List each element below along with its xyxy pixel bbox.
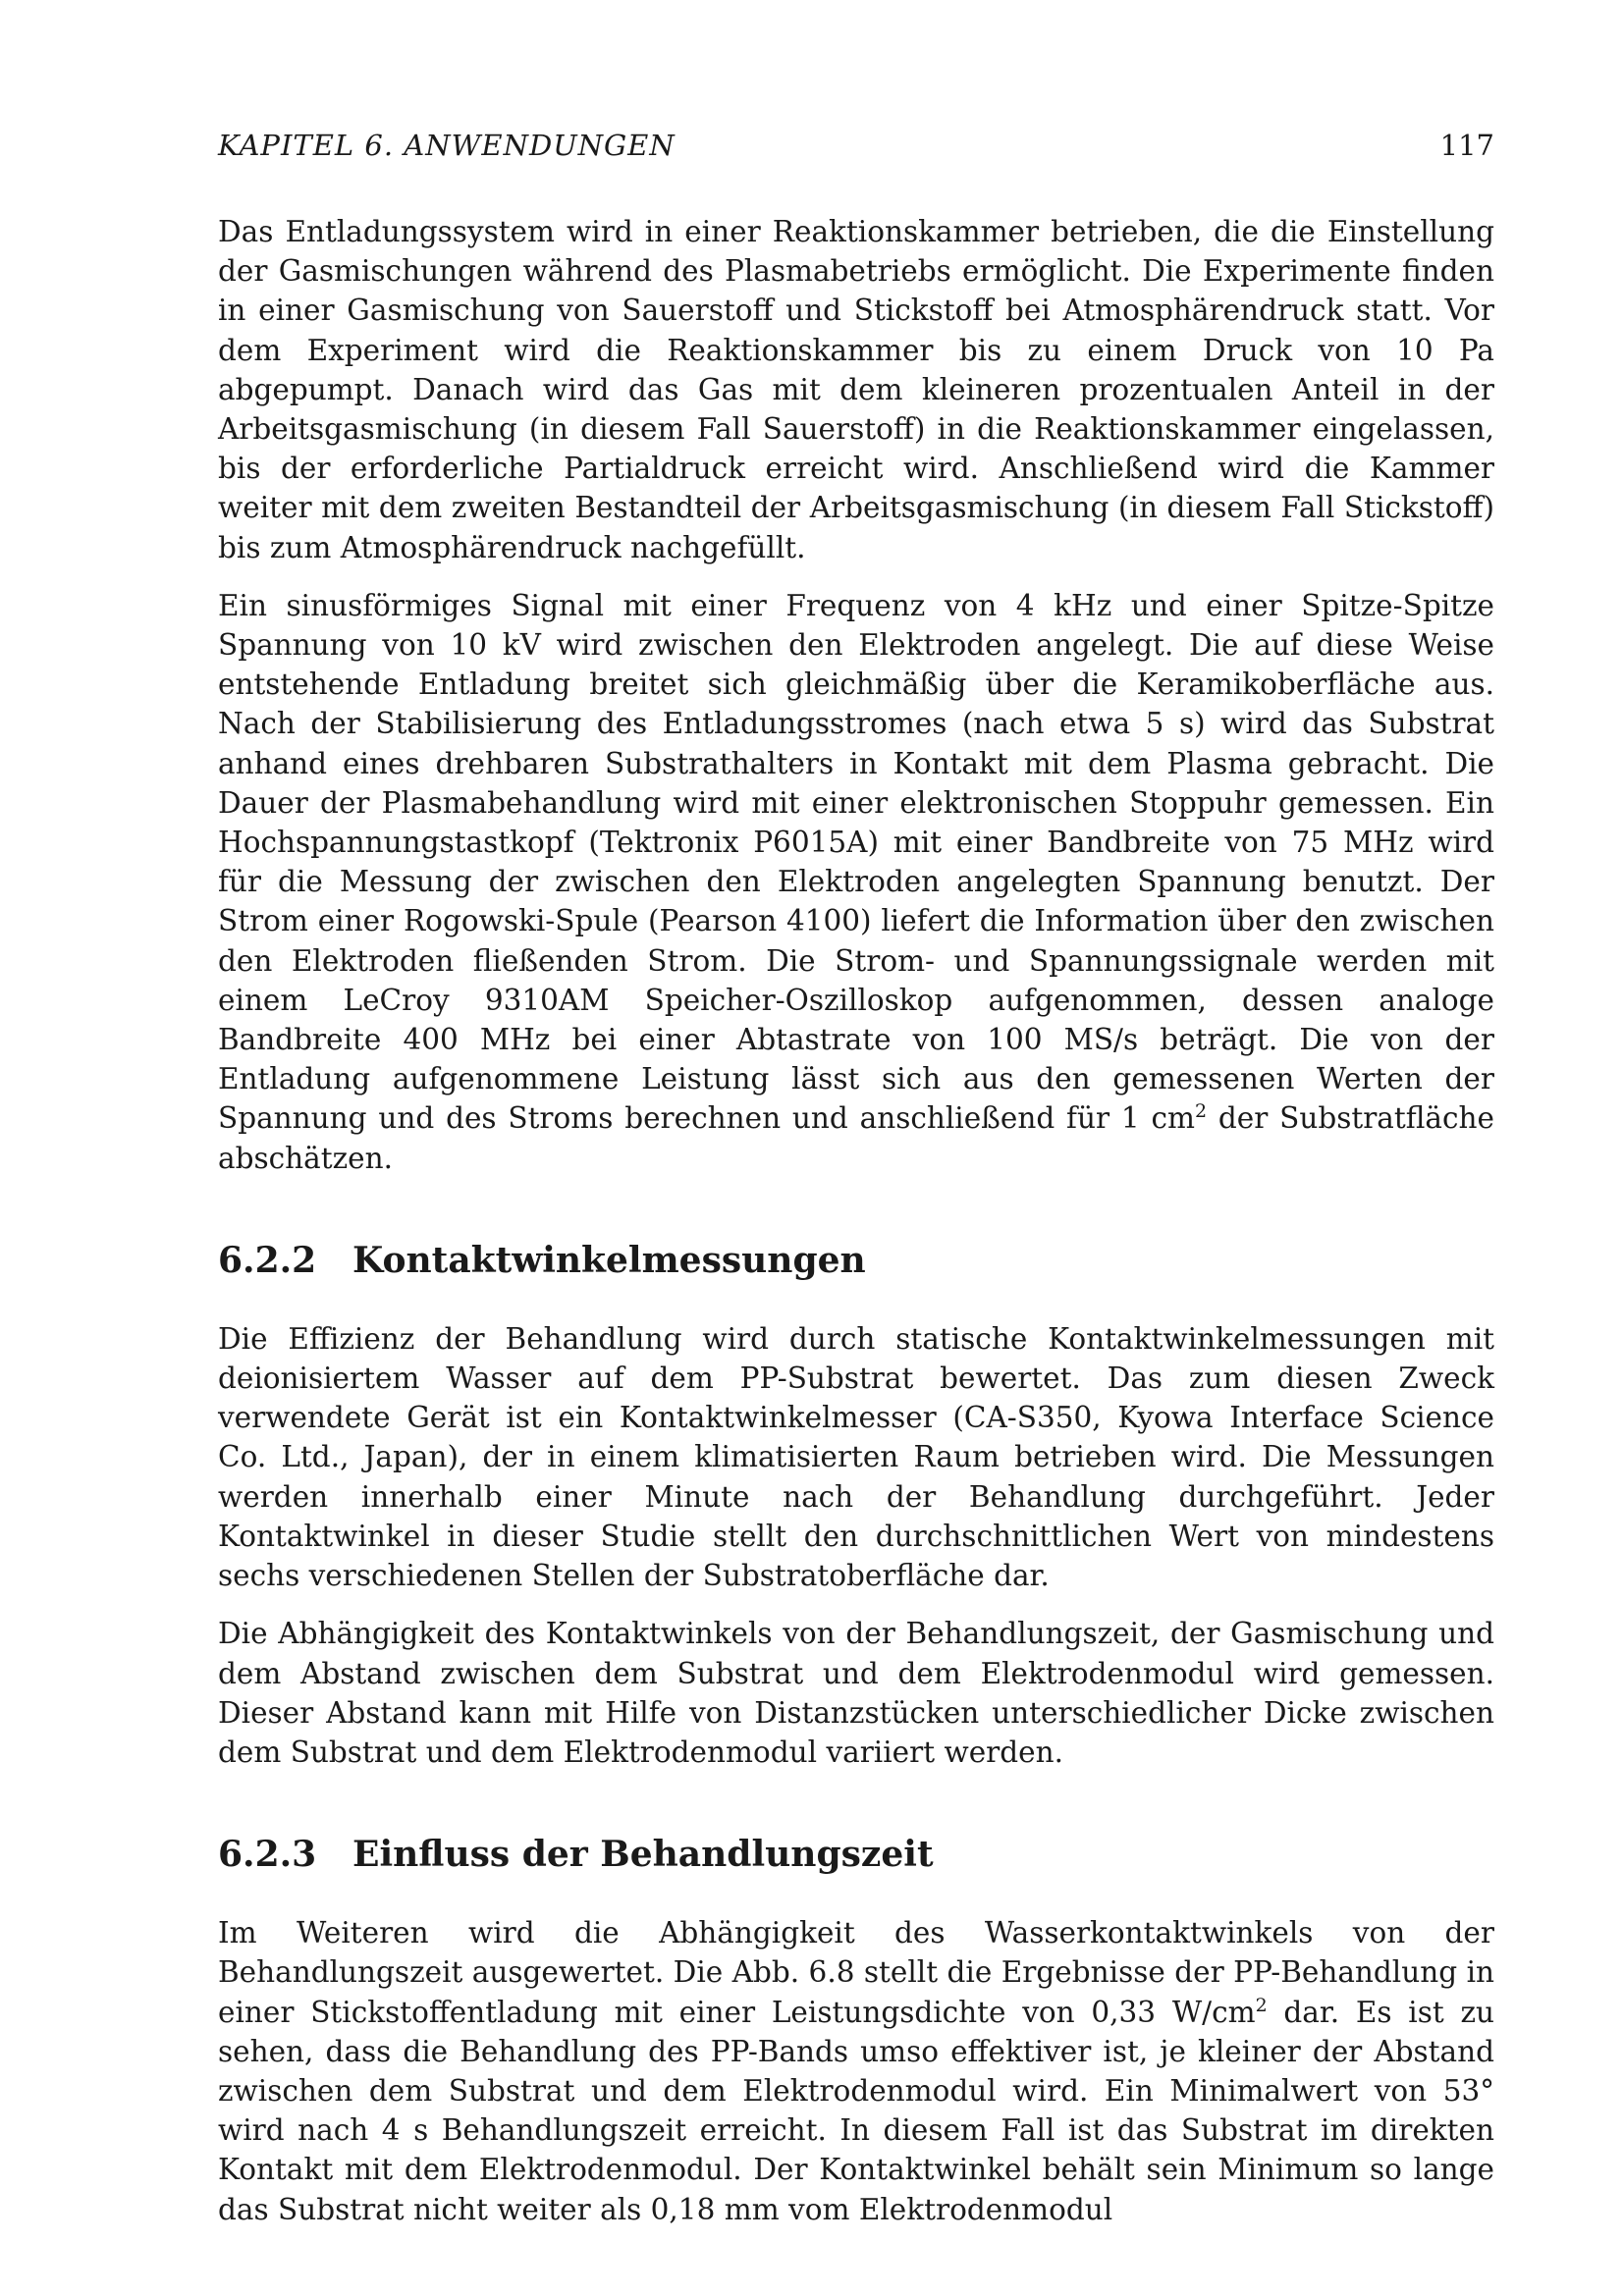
paragraph-treatment-time — [218, 1913, 1494, 2229]
paragraph-text: der Substratfläche abschätzen. — [218, 1101, 1494, 1175]
section-heading-treatment-time — [218, 1833, 1494, 1876]
paragraph-text: Im Weiteren wird die Abhängigkeit des Wasserkontaktwinkels von der Behandlungszeit ausgewertet. Die Abb. 6.8 stellt die Ergebnisse der PP-Behandlung in einer Stickstoffentladung mit einer Leistungsdichte von 0,33 W/cm — [218, 1916, 1494, 2029]
chapter-title: KAPITEL 6. ANWENDUNGEN — [218, 129, 676, 162]
paragraph-signal-measurement — [218, 586, 1494, 1178]
superscript-exponent: 2 — [1255, 1994, 1268, 2016]
paragraph-text: Ein sinusförmiges Signal mit einer Frequenz von 4 kHz und einer Spitze-Spitze Spannung von 10 kV wird zwischen den Elektroden angelegt. Die auf diese Weise entstehende Entladung breitet sich gleichmäßig über die Keramikoberfläche aus. Nach der Stabilisierung des Entladungsstromes (nach etwa 5 s) wird das Substrat anhand eines drehbaren Substrathalters in Kontakt mit dem Plasma gebracht. Die Dauer der Plasmabehandlung wird mit einer elektronischen Stoppuhr gemessen. Ein Hochspannungstastkopf (Tektronix P6015A) mit einer Bandbreite von 75 MHz wird für die Messung der zwischen den Elektroden angelegten Spannung benutzt. Der Strom einer Rogowski-Spule (Pearson 4100) liefert die Information über den zwischen den Elektroden fließenden Strom. Die Strom- und Spannungssignale werden mit einem LeCroy 9310AM Speicher-Oszilloskop aufgenommen, dessen analoge Bandbreite 400 MHz bei einer Abtastrate von 100 MS/s beträgt. Die von der Entladung aufgenommene Leistung lässt sich aus den gemessenen Werten der Spannung und des Stroms berechnen und anschließend für 1 cm — [218, 588, 1494, 1136]
paragraph-reaction-chamber: Das Entladungssystem wird in einer Reaktionskammer betrieben, die die Einstellung der Gasmischungen während des Plasmabetriebs ermöglicht. Die Experimente finden in einer Gasmischung von Sauerstoff und Stickstoff bei Atmosphärendruck statt. Vor dem Experiment wird die Reaktionskammer bis zu einem Druck von 10 Pa abgepumpt. Danach wird das Gas mit dem kleineren prozentualen Anteil in der Arbeitsgasmischung (in diesem Fall Sauerstoff) in die Reaktionskammer eingelassen, bis der erforderliche Partialdruck erreicht wird. Anschließend wird die Kammer weiter mit dem zweiten Bestandteil der Arbeitsgasmischung (in diesem Fall Stickstoff) bis zum Atmosphärendruck nachgefüllt. — [218, 215, 1494, 564]
section-number: 6.2.2 — [218, 1239, 317, 1281]
paragraph-text: dar. Es ist zu sehen, dass die Behandlung des PP-Bands umso effektiver ist, je kleiner der Abstand zwischen dem Substrat und dem Elektrodenmodul wird. Ein Minimalwert von 53° wird nach 4 s Behandlungszeit erreicht. In diesem Fall ist das Substrat im direkten Kontakt mit dem Elektrodenmodul. Der Kontaktwinkel behält sein Minimum so lange das Substrat nicht weiter als 0,18 mm vom Elektrodenmodul — [218, 1995, 1494, 2226]
page-number: 117 — [1439, 129, 1494, 162]
section-number: 6.2.3 — [218, 1834, 317, 1876]
section-heading-contact-angle — [218, 1239, 1494, 1282]
running-header — [218, 128, 1494, 163]
section-title: Einfluss der Behandlungszeit — [352, 1834, 934, 1876]
section-title: Kontaktwinkelmessungen — [352, 1239, 866, 1281]
superscript-exponent: 2 — [1194, 1100, 1208, 1123]
page-body — [218, 128, 1494, 2248]
paragraph-dependency: Die Abhängigkeit des Kontaktwinkels von der Behandlungszeit, der Gasmischung und dem Abstand zwischen dem Substrat und dem Elektrodenmodul wird gemessen. Dieser Abstand kann mit Hilfe von Distanzstücken unterschiedlicher Dicke zwischen dem Substrat und dem Elektrodenmodul variiert werden. — [218, 1617, 1494, 1769]
paragraph-efficiency: Die Effizienz der Behandlung wird durch statische Kontaktwinkelmessungen mit deionisiertem Wasser auf dem PP-Substrat bewertet. Das zum diesen Zweck verwendete Gerät ist ein Kontaktwinkelmesser (CA-S350, Kyowa Interface Science Co. Ltd., Japan), der in einem klimatisierten Raum betrieben wird. Die Messungen werden innerhalb einer Minute nach der Behandlung durchgeführt. Jeder Kontaktwinkel in dieser Studie stellt den durchschnittlichen Wert von mindestens sechs verschiedenen Stellen der Substratoberfläche dar. — [218, 1321, 1494, 1593]
